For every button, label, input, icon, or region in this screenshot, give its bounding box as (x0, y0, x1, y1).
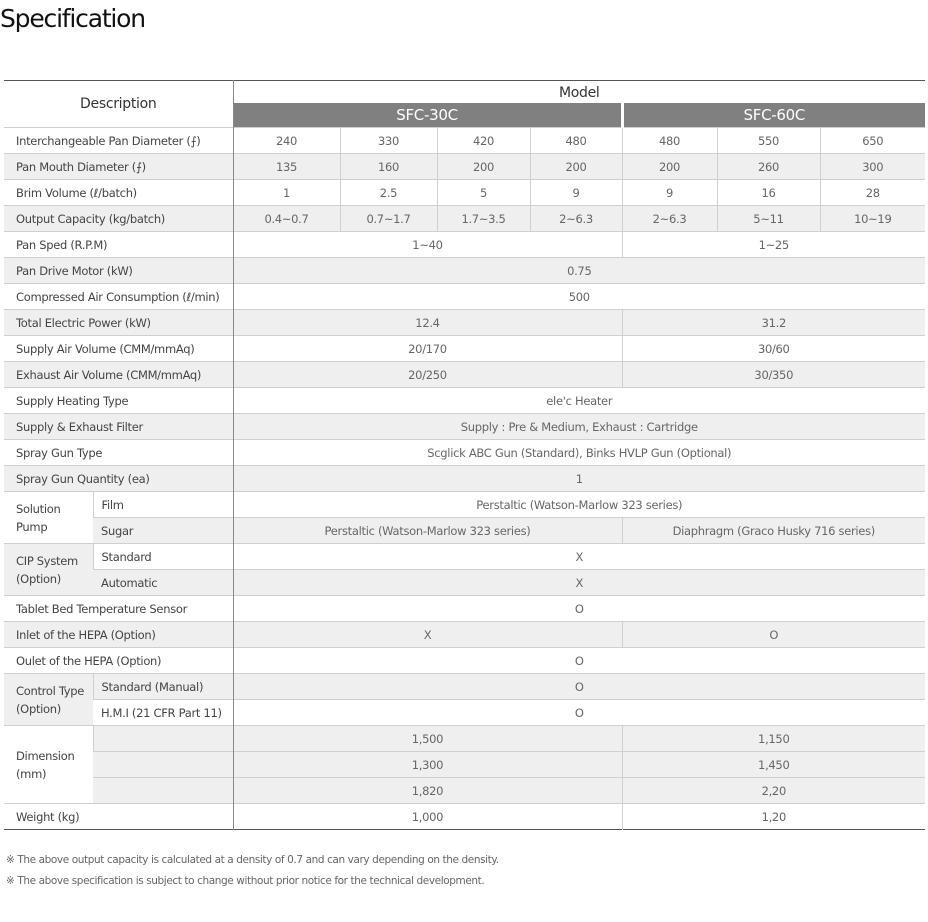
table-row (4, 804, 925, 830)
value-cell: X (233, 544, 925, 570)
value-cell: 200 (530, 154, 622, 180)
value-cell: 135 (233, 154, 340, 180)
footnote: ※ The above specification is subject to change without prior notice for the technical development. (6, 875, 485, 887)
value-cell: 240 (233, 128, 340, 154)
sub-label: Film (93, 492, 233, 518)
table-row (4, 180, 925, 206)
model-sfc-30c: SFC-30C (233, 103, 622, 127)
sub-label (93, 726, 233, 752)
table-row (4, 336, 925, 362)
sub-label: Standard (Manual) (93, 674, 233, 700)
description-header: Description (80, 96, 157, 112)
table-row (4, 466, 925, 492)
value-cell: 1,820 (233, 778, 622, 804)
value-cell: Supply : Pre & Medium, Exhaust : Cartridge (233, 414, 925, 440)
value-cell: 30/350 (622, 362, 925, 388)
value-cell: O (233, 674, 925, 700)
value-cell: 1 (233, 180, 340, 206)
sub-label: H.M.I (21 CFR Part 11) (93, 700, 233, 726)
row-label: Compressed Air Consumption (ℓ/min) (4, 284, 233, 310)
table-row (4, 232, 925, 258)
value-cell: 200 (437, 154, 530, 180)
value-cell: 1,150 (622, 726, 925, 752)
value-cell: 1,300 (233, 752, 622, 778)
value-cell: X (233, 570, 925, 596)
table-row (4, 206, 925, 232)
footnote: ※ The above output capacity is calculated at a density of 0.7 and can vary depending on the density. (6, 854, 499, 866)
table-row (4, 414, 925, 440)
row-label: Weight (kg) (4, 804, 233, 830)
value-cell: 9 (530, 180, 622, 206)
table-row (4, 284, 925, 310)
row-label: Supply & Exhaust Filter (4, 414, 233, 440)
table-row (4, 258, 925, 284)
value-cell: 2~6.3 (530, 206, 622, 232)
table-row (4, 310, 925, 336)
value-cell: 16 (717, 180, 820, 206)
row-label: Supply Air Volume (CMM/mmAq) (4, 336, 233, 362)
sub-label: Standard (93, 544, 233, 570)
value-cell: Perstaltic (Watson-Marlow 323 series) (233, 492, 925, 518)
value-cell: O (233, 700, 925, 726)
table-row (4, 544, 925, 570)
value-cell: 550 (717, 128, 820, 154)
value-cell: O (233, 648, 925, 674)
table-row (4, 726, 925, 752)
value-cell: 480 (622, 128, 717, 154)
value-cell: 10~19 (820, 206, 925, 232)
value-cell: 5~11 (717, 206, 820, 232)
table-row (4, 154, 925, 180)
table-row (4, 388, 925, 414)
value-cell: 1,450 (622, 752, 925, 778)
group-label: CIP System (Option) (4, 544, 93, 596)
value-cell: O (622, 622, 925, 648)
value-cell: ele'c Heater (233, 388, 925, 414)
table-row (4, 362, 925, 388)
sub-label (93, 752, 233, 778)
value-cell: 1,500 (233, 726, 622, 752)
value-cell: 0.4~0.7 (233, 206, 340, 232)
value-cell: 420 (437, 128, 530, 154)
table-row (4, 492, 925, 518)
table-row (4, 440, 925, 466)
value-cell: X (233, 622, 622, 648)
value-cell: 12.4 (233, 310, 622, 336)
table-row (4, 622, 925, 648)
sub-label (93, 778, 233, 804)
row-label: Pan Sped (R.P.M) (4, 232, 233, 258)
group-label: Control Type (Option) (4, 674, 93, 726)
model-sfc-60c: SFC-60C (622, 103, 925, 127)
row-label: Spray Gun Quantity (ea) (4, 466, 233, 492)
value-cell: 1~40 (233, 232, 622, 258)
footnotes (6, 850, 499, 892)
row-label: Output Capacity (kg/batch) (4, 206, 233, 232)
row-label: Supply Heating Type (4, 388, 233, 414)
row-label: Exhaust Air Volume (CMM/mmAq) (4, 362, 233, 388)
table-row (4, 752, 925, 778)
value-cell: 0.7~1.7 (340, 206, 437, 232)
value-cell: 200 (622, 154, 717, 180)
row-label: Pan Drive Motor (kW) (4, 258, 233, 284)
value-cell: 28 (820, 180, 925, 206)
value-cell: 0.75 (233, 258, 925, 284)
spec-table (4, 80, 925, 830)
value-cell: 31.2 (622, 310, 925, 336)
model-header: Model (233, 81, 925, 104)
row-label: Inlet of the HEPA (Option) (4, 622, 233, 648)
row-label: Brim Volume (ℓ/batch) (4, 180, 233, 206)
value-cell: 160 (340, 154, 437, 180)
value-cell: 330 (340, 128, 437, 154)
value-cell: 650 (820, 128, 925, 154)
value-cell: 1.7~3.5 (437, 206, 530, 232)
row-label: Tablet Bed Temperature Sensor (4, 596, 233, 622)
value-cell: 1 (233, 466, 925, 492)
table-row (4, 674, 925, 700)
sub-label: Automatic (93, 570, 233, 596)
table-row (4, 128, 925, 154)
value-cell: 2,20 (622, 778, 925, 804)
value-cell: 9 (622, 180, 717, 206)
value-cell: 30/60 (622, 336, 925, 362)
table-row (4, 778, 925, 804)
value-cell: Scglick ABC Gun (Standard), Binks HVLP Gun (Optional) (233, 440, 925, 466)
table-row (4, 596, 925, 622)
value-cell: 20/170 (233, 336, 622, 362)
value-cell: 1,20 (622, 804, 925, 830)
group-label: Solution Pump (4, 492, 93, 544)
row-label: Interchangeable Pan Diameter (⨍) (4, 128, 233, 154)
table-row (4, 570, 925, 596)
row-label: Spray Gun Type (4, 440, 233, 466)
page-title: Specification (0, 4, 145, 33)
value-cell: 5 (437, 180, 530, 206)
table-row (4, 700, 925, 726)
table-row (4, 648, 925, 674)
value-cell: Perstaltic (Watson-Marlow 323 series) (233, 518, 622, 544)
value-cell: 500 (233, 284, 925, 310)
row-label: Oulet of the HEPA (Option) (4, 648, 233, 674)
value-cell: 1,000 (233, 804, 622, 830)
row-label: Total Electric Power (kW) (4, 310, 233, 336)
value-cell: 260 (717, 154, 820, 180)
sub-label: Sugar (93, 518, 233, 544)
table-row (4, 518, 925, 544)
value-cell: 480 (530, 128, 622, 154)
row-label: Pan Mouth Diameter (⨍) (4, 154, 233, 180)
value-cell: O (233, 596, 925, 622)
group-label: Dimension (mm) (4, 726, 93, 804)
value-cell: Diaphragm (Graco Husky 716 series) (622, 518, 925, 544)
value-cell: 300 (820, 154, 925, 180)
value-cell: 1~25 (622, 232, 925, 258)
value-cell: 2~6.3 (622, 206, 717, 232)
value-cell: 2.5 (340, 180, 437, 206)
value-cell: 20/250 (233, 362, 622, 388)
